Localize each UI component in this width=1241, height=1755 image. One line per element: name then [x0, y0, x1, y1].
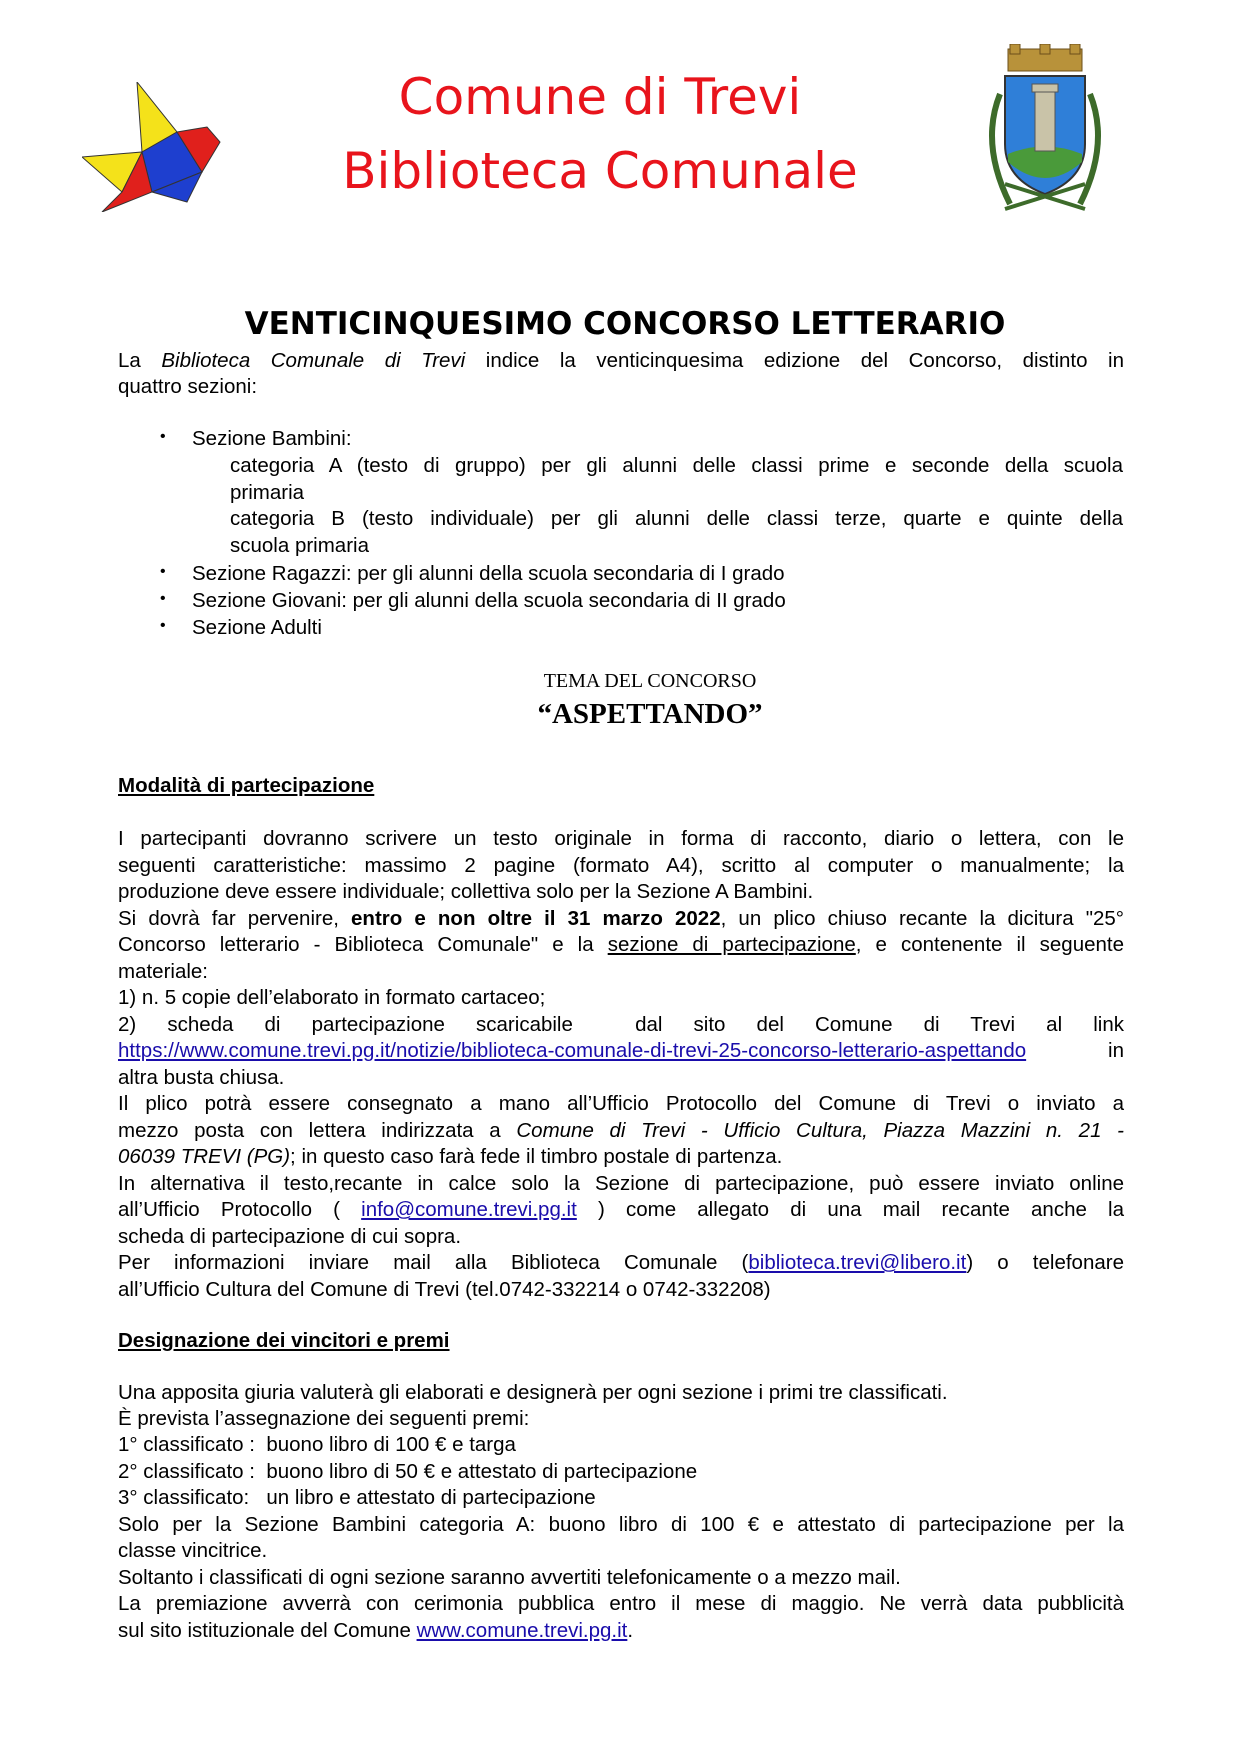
modalita-heading: Modalità di partecipazione: [118, 774, 375, 797]
premi-line: 2° classificato : buono libro di 50 € e attestato di partecipazione: [118, 1460, 698, 1483]
premi-line: Soltanto i classificati di ogni sezione saranno avvertiti telefonicamente o a mezzo mail.: [118, 1566, 901, 1589]
premi-line: classe vincitrice.: [118, 1539, 268, 1562]
premi-line: È prevista l’assegnazione dei seguenti premi:: [118, 1407, 530, 1430]
header-line-1: Comune di Trevi: [398, 68, 802, 126]
section-ragazzi: Sezione Ragazzi: per gli alunni della scuola secondaria di I grado: [192, 562, 785, 585]
modalita-line: all’Ufficio Cultura del Comune di Trevi (tel.0742-332214 o 0742-332208): [118, 1278, 771, 1301]
category-a-line-1: categoria A (testo di gruppo) per gli alunni delle classi prime e seconde della scuola: [230, 454, 1123, 477]
premi-line: 1° classificato : buono libro di 100 € e targa: [118, 1433, 516, 1456]
email-link-protocollo[interactable]: info@comune.trevi.pg.it: [361, 1198, 577, 1221]
modalita-line: Il plico potrà essere consegnato a mano all’Ufficio Protocollo del Comune di Trevi o inviato a: [118, 1092, 1124, 1115]
premi-line: Solo per la Sezione Bambini categoria A: buono libro di 100 € e attestato di partecipazione per la: [118, 1513, 1124, 1536]
bullet: •: [160, 617, 166, 634]
modalita-line: materiale:: [118, 960, 209, 983]
bullet: •: [160, 428, 166, 445]
modalita-line: all’Ufficio Protocollo ( info@comune.trevi.pg.it ) come allegato di una mail recante anche la: [118, 1198, 1124, 1221]
modalita-line: 2) scheda di partecipazione scaricabile dal sito del Comune di Trevi al link: [118, 1013, 1124, 1036]
deadline-line: Si dovrà far pervenire, entro e non oltre il 31 marzo 2022, un plico chiuso recante la dicitura "25°: [118, 907, 1124, 930]
premi-line: Una apposita giuria valuterà gli elaborati e designerà per ogni sezione i primi tre classificati.: [118, 1381, 948, 1404]
modalita-line: mezzo posta con lettera indirizzata a Comune di Trevi - Ufficio Cultura, Piazza Mazzini n. 21 -: [118, 1119, 1124, 1142]
modalita-line: seguenti caratteristiche: massimo 2 pagine (formato A4), scritto al computer o manualmente; la: [118, 854, 1124, 877]
modalita-line: 1) n. 5 copie dell’elaborato in formato cartaceo;: [118, 986, 546, 1009]
email-link-biblioteca[interactable]: biblioteca.trevi@libero.it: [748, 1251, 967, 1274]
section-adulti: Sezione Adulti: [192, 616, 322, 639]
modalita-line: 06039 TREVI (PG); in questo caso farà fede il timbro postale di partenza.: [118, 1145, 783, 1168]
modalita-line: scheda di partecipazione di cui sopra.: [118, 1225, 462, 1248]
modalita-line: Per informazioni inviare mail alla Biblioteca Comunale (biblioteca.trevi@libero.it) o telefonare: [118, 1251, 1124, 1274]
premi-line: La premiazione avverrà con cerimonia pubblica entro il mese di maggio. Ne verrà data pubblicità: [118, 1592, 1124, 1615]
bullet: •: [160, 563, 166, 580]
page-title: VENTICINQUESIMO CONCORSO LETTERARIO: [244, 306, 1006, 342]
intro-line-1: La Biblioteca Comunale di Trevi indice la venticinquesima edizione del Concorso, distinto in: [118, 349, 1124, 372]
theme-label: TEMA DEL CONCORSO: [543, 670, 757, 692]
modalita-line: In alternativa il testo,recante in calce solo la Sezione di partecipazione, può essere inviato online: [118, 1172, 1124, 1195]
category-a-line-2: primaria: [230, 481, 305, 504]
modalita-link-line: https://www.comune.trevi.pg.it/notizie/biblioteca-comunale-di-trevi-25-concorso-letterario-aspettando in: [118, 1039, 1124, 1062]
modalita-line: produzione deve essere individuale; collettiva solo per la Sezione A Bambini.: [118, 880, 814, 903]
origami-bird-logo: [82, 82, 222, 212]
bullet: •: [160, 590, 166, 607]
intro-line-2: quattro sezioni:: [118, 375, 258, 398]
section-giovani: Sezione Giovani: per gli alunni della scuola secondaria di II grado: [192, 589, 786, 612]
comune-website-link[interactable]: www.comune.trevi.pg.it: [416, 1619, 628, 1642]
theme-value: “ASPETTANDO”: [537, 698, 763, 730]
concorso-link[interactable]: https://www.comune.trevi.pg.it/notizie/biblioteca-comunale-di-trevi-25-concorso-letterario-aspettando: [118, 1039, 1027, 1062]
section-bambini: Sezione Bambini:: [192, 427, 352, 450]
header-line-2: Biblioteca Comunale: [342, 142, 858, 200]
premi-line: 3° classificato: un libro e attestato di partecipazione: [118, 1486, 596, 1509]
modalita-line: I partecipanti dovranno scrivere un testo originale in forma di racconto, diario o lettera, con le: [118, 827, 1124, 850]
category-b-line-1: categoria B (testo individuale) per gli alunni delle classi terze, quarte e quinte della: [230, 507, 1123, 530]
modalita-line: Concorso letterario - Biblioteca Comunale" e la sezione di partecipazione, e contenente il seguente: [118, 933, 1124, 956]
trevi-coat-of-arms: [970, 44, 1120, 224]
premi-heading: Designazione dei vincitori e premi: [118, 1329, 450, 1352]
premi-line: sul sito istituzionale del Comune www.comune.trevi.pg.it.: [118, 1619, 634, 1642]
modalita-line: altra busta chiusa.: [118, 1066, 285, 1089]
category-b-line-2: scuola primaria: [230, 534, 369, 557]
